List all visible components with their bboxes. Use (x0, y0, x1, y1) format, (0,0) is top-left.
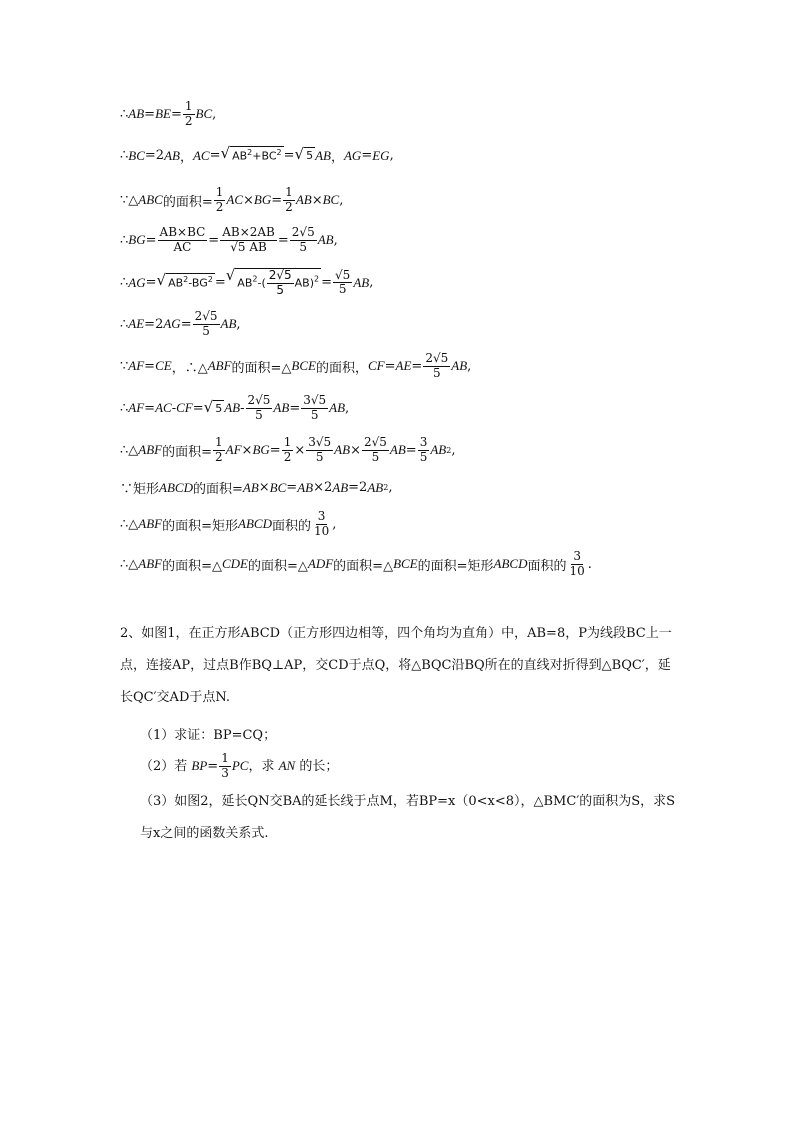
part-3-text: （3）如图2，延长QN交BA的延长线于点M，若BP=x（0<x<8），△BMC′的面积为S，求S与x之间的函数关系式. (140, 794, 676, 841)
problem-2-stem (120, 618, 680, 714)
solution-line-12: ∴△ ABF 的面积=△ CDE 的面积=△ ADF 的面积=△ BCE 的面积=矩形 ABCD 面积的 $\frac{3}{10}$ . (120, 549, 592, 578)
solution-line-11: ∴△ ABF 的面积=矩形 ABCD 面积的 $\frac{3}{10}$ , (120, 509, 337, 538)
problem-number: 2、 (120, 626, 142, 641)
solution-line-1: ∴ AB = BE = $\frac{1}{2}$ BC , (120, 99, 217, 128)
solution-line-4: ∴ BG = $\frac{AB\times BC}{AC}$ = $\frac{AB\times 2AB}{√5 AB}$ = $\frac{2√5}{5}$ AB , (120, 225, 338, 254)
problem-2 (120, 618, 680, 714)
problem-2-part-1 (140, 720, 680, 752)
problem-2-part-2: （2）若 BP= $\frac{1}{3}$ PC，求 AN 的长； (140, 751, 339, 780)
solution-line-7: ∵ AF = CE ，∴△ ABF 的面积=△ BCE 的面积， CF = AE = $\frac{2√5}{5}$ AB , (120, 351, 472, 380)
solution-line-2: ∴ BC =2 AB ， AC = √ $AB^2+BC^2$ = √ 5 AB ， AG = EG , (120, 144, 394, 166)
solution-line-6: ∴ AE =2 AG = $\frac{2√5}{5}$ AB , (120, 309, 241, 338)
problem-stem-text: 如图1，在正方形ABCD（正方形四边相等，四个角均为直角）中，AB=8，P为线段BC上一点，连接AP，过点B作BQ⊥AP，交CD于点Q，将△BQC沿BQ所在的直线对折得到△BQC′，延长QC′交AD于点N. (120, 626, 672, 705)
problem-2-part-3 (140, 786, 680, 850)
solution-line-10: ∵矩形 ABCD 的面积= AB × BC = AB ×2 AB =2 AB 2 , (120, 479, 393, 497)
solution-line-5: ∴ AG = √ $AB^2-BG^2$ = √ $AB^2-$( $\frac{2√5}{5}$ AB)$^2$ = $\frac{√5}{5}$ AB , (120, 266, 374, 297)
part-1-text: （1）求证：BP=CQ； (140, 728, 277, 743)
solution-line-3: ∵△ ABC 的面积= $\frac{1}{2}$ AC × BG = $\frac{1}{2}$ AB × BC , (120, 185, 344, 214)
solution-line-8: ∴ AF = AC - CF = √ 5 AB - $\frac{2√5}{5}$ AB = $\frac{3√5}{5}$ AB , (120, 393, 350, 422)
solution-line-9: ∴△ ABF 的面积= $\frac{1}{2}$ AF × BG = $\frac{1}{2}$ × $\frac{3√5}{5}$ AB × $\frac{2√5}{5}$ AB = $\frac{3}{5}$ AB 2 , (120, 435, 456, 464)
